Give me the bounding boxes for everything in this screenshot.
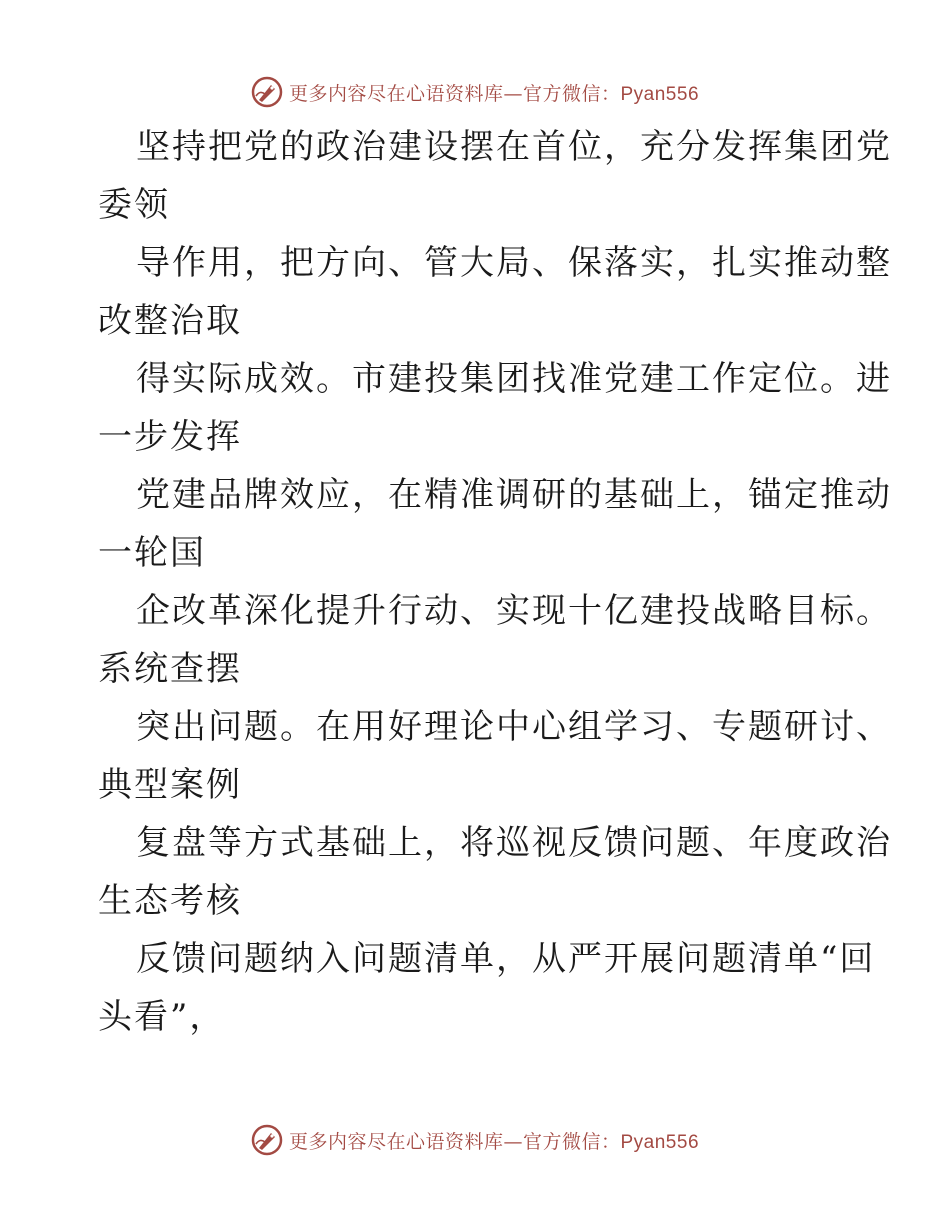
pen-nib-logo-icon [251,1124,283,1156]
body-line: 一轮国 [98,533,206,573]
footer-banner [0,1120,950,1160]
document-body [98,118,892,1046]
footer-banner-text [289,1127,699,1154]
header-dash: — [503,82,523,105]
body-line: 委领 [98,185,170,225]
body-line: 突出问题。在用好理论中心组学习、专题研讨、 [136,707,892,747]
body-line: 系统查摆 [98,649,242,689]
header-banner [0,72,950,112]
body-line: 导作用，把方向、管大局、保落实，扎实推动整 [136,243,892,283]
footer-wechat-label: 官方微信： [522,1130,621,1153]
body-line: 生态考核 [98,881,242,921]
body-line: 反馈问题纳入问题清单，从严开展问题清单“回 [136,939,876,979]
body-line: 得实际成效。市建投集团找准党建工作定位。进 [136,359,892,399]
footer-site-text: 更多内容尽在心语资料库 [288,1130,504,1153]
body-line: 党建品牌效应，在精准调研的基础上，锚定推动 [136,475,892,515]
body-line: 一步发挥 [98,417,242,457]
body-line: 改整治取 [98,301,242,341]
header-wechat-label: 官方微信： [522,82,621,105]
body-line: 坚持把党的政治建设摆在首位，充分发挥集团党 [136,127,892,167]
header-banner-text [289,79,699,106]
footer-banner-inner [251,1124,699,1156]
body-line: 典型案例 [98,765,242,805]
pen-nib-logo-icon [251,76,283,108]
footer-dash: — [503,1130,523,1153]
body-line: 头看”， [98,997,226,1037]
body-line: 复盘等方式基础上，将巡视反馈问题、年度政治 [136,823,892,863]
header-banner-inner [251,76,699,108]
header-site-text: 更多内容尽在心语资料库 [288,82,504,105]
header-wechat-id: Pyan556 [620,83,700,105]
footer-wechat-id: Pyan556 [620,1131,700,1153]
body-line: 企改革深化提升行动、实现十亿建投战略目标。 [136,591,892,631]
